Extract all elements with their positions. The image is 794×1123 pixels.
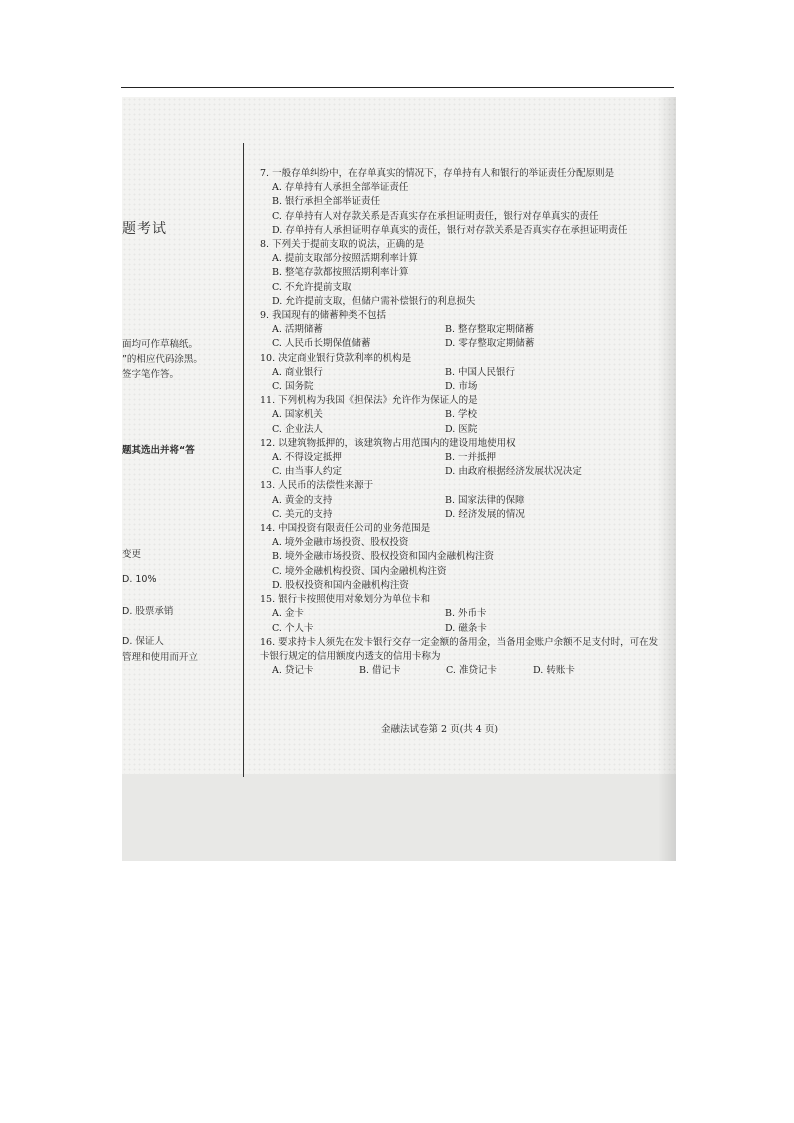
answer-option[interactable]: C. 不允许提前支取 [272,281,352,293]
answer-option[interactable]: A. 提前支取部分按照活期利率计算 [272,253,418,265]
answer-option[interactable]: C. 准贷记卡 [446,665,497,677]
answer-option[interactable]: B. 中国人民银行 [445,366,516,378]
answer-option[interactable]: B. 学校 [445,409,478,421]
question-number: 10. [260,352,276,364]
answer-option[interactable]: B. 整笔存款都按照活期利率计算 [272,267,409,279]
question-number: 7. [260,168,270,179]
answer-option[interactable]: D. 允许提前支取，但储户需补偿银行的利息损失 [272,295,476,307]
left-fragment: 题其选出并将“答 [122,445,195,456]
question-stem [260,522,660,536]
answer-option[interactable]: C. 由当事人约定 [272,466,342,478]
question-number: 9. [260,310,270,322]
question-text: 下列关于提前支取的说法，正确的是 [272,239,425,251]
answer-option[interactable]: A. 国家机关 [272,409,323,421]
answer-option[interactable]: D. 医院 [445,423,478,435]
answer-option[interactable]: D. 零存整取定期储蓄 [445,338,535,350]
question [260,394,660,437]
question-number: 12. [260,437,276,449]
question-number: 16. [260,636,276,648]
question [260,167,660,238]
answer-option[interactable]: C. 企业法人 [272,423,323,435]
left-fragment: D. 保证人 [122,636,164,647]
question-text: 以建筑物抵押的，该建筑物占用范围内的建设用地使用权 [278,437,516,449]
answer-option[interactable]: A. 不得设定抵押 [272,452,342,464]
question-stem [260,593,660,607]
answer-option[interactable]: B. 境外金融市场投资、股权投资和国内金融机构注资 [272,551,495,563]
answer-option[interactable]: B. 国家法律的保障 [445,494,525,506]
answer-option[interactable]: A. 商业银行 [272,366,323,378]
question-stem [260,394,660,408]
answer-option[interactable]: A. 活期储蓄 [272,324,323,336]
question-text: 要求持卡人须先在发卡银行交存一定金额的备用金，当备用金账户余额不足支付时，可在发卡银行规定的信用额度内透支的信用卡称为 [260,636,659,662]
question-stem [260,437,660,451]
question-text: 中国投资有限责任公司的业务范围是 [278,523,431,535]
answer-option[interactable]: A. 黄金的支持 [272,494,333,506]
answer-option[interactable]: B. 银行承担全部举证责任 [272,196,381,208]
column-divider [243,143,244,777]
answer-option[interactable]: C. 美元的支持 [272,508,333,520]
left-fragment: 变更 [122,549,142,560]
question-text: 我国现有的储蓄种类不包括 [272,310,387,322]
left-fragment: 签字笔作答。 [122,369,180,380]
left-fragment: 管理和使用而开立 [122,652,199,663]
question-number: 11. [260,395,276,407]
answer-option[interactable]: C. 个人卡 [272,622,314,634]
question-list [260,167,660,678]
question [260,636,660,679]
answer-option[interactable]: D. 磁条卡 [445,622,487,634]
question-text: 决定商业银行贷款利率的机构是 [278,352,412,364]
question-text: 人民币的法偿性来源于 [278,480,374,492]
left-fragment: 面均可作草稿纸。 [122,339,199,350]
question-stem [260,167,660,181]
answer-option[interactable]: D. 转账卡 [533,665,575,677]
answer-option[interactable]: A. 存单持有人承担全部举证责任 [272,182,409,194]
question-stem [260,309,660,323]
answer-option[interactable]: B. 一并抵押 [445,452,497,464]
answer-option[interactable]: C. 存单持有人对存款关系是否真实存在承担证明责任，银行对存单真实的责任 [272,210,599,222]
answer-option[interactable]: A. 境外金融市场投资、股权投资 [272,537,409,549]
question [260,238,660,309]
answer-option[interactable]: D. 经济发展的情况 [445,508,525,520]
answer-option[interactable]: C. 人民币长期保值储蓄 [272,338,371,350]
answer-option[interactable]: D. 股权投资和国内金融机构注资 [272,579,409,591]
left-fragment: ”的相应代码涂黑。 [122,354,203,365]
answer-option[interactable]: D. 存单持有人承担证明存单真实的责任，银行对存款关系是否真实存在承担证明责任 [272,224,628,236]
question-number: 15. [260,594,276,606]
scan-edge-shadow [658,97,676,861]
answer-option[interactable]: B. 整存整取定期储蓄 [445,324,535,336]
question-text: 银行卡按照使用对象划分为单位卡和 [278,594,431,606]
question [260,479,660,522]
question [260,352,660,395]
question-number: 13. [260,480,276,492]
scan-bottom-band [122,774,676,861]
left-fragment: D. 股票承销 [122,606,174,617]
left-fragment: 题考试 [122,221,167,237]
answer-option[interactable]: C. 境外金融机构投资、国内金融机构注资 [272,565,447,577]
answer-option[interactable]: A. 金卡 [272,608,304,620]
question-number: 8. [260,239,270,251]
top-rule [121,87,674,88]
answer-option[interactable]: B. 借记卡 [359,665,401,677]
question-text: 一般存单纠纷中，在存单真实的情况下，存单持有人和银行的举证责任分配原则是 [272,168,615,179]
question-stem [260,352,660,366]
question [260,522,660,593]
question-stem [260,636,660,664]
answer-option[interactable]: A. 贷记卡 [272,665,314,677]
left-fragment: D. 10% [122,574,157,585]
question [260,437,660,480]
answer-option[interactable]: B. 外币卡 [445,608,487,620]
question [260,309,660,352]
question [260,593,660,636]
page-footer: 金融法试卷第 2 页(共 4 页) [381,724,499,735]
question-stem [260,238,660,252]
question-number: 14. [260,523,276,535]
question-stem [260,479,660,493]
question-text: 下列机构为我国《担保法》允许作为保证人的是 [278,395,478,407]
answer-option[interactable]: C. 国务院 [272,381,314,393]
scanned-page [122,97,676,861]
answer-option[interactable]: D. 由政府根据经济发展状况决定 [445,466,582,478]
answer-option[interactable]: D. 市场 [445,381,478,393]
